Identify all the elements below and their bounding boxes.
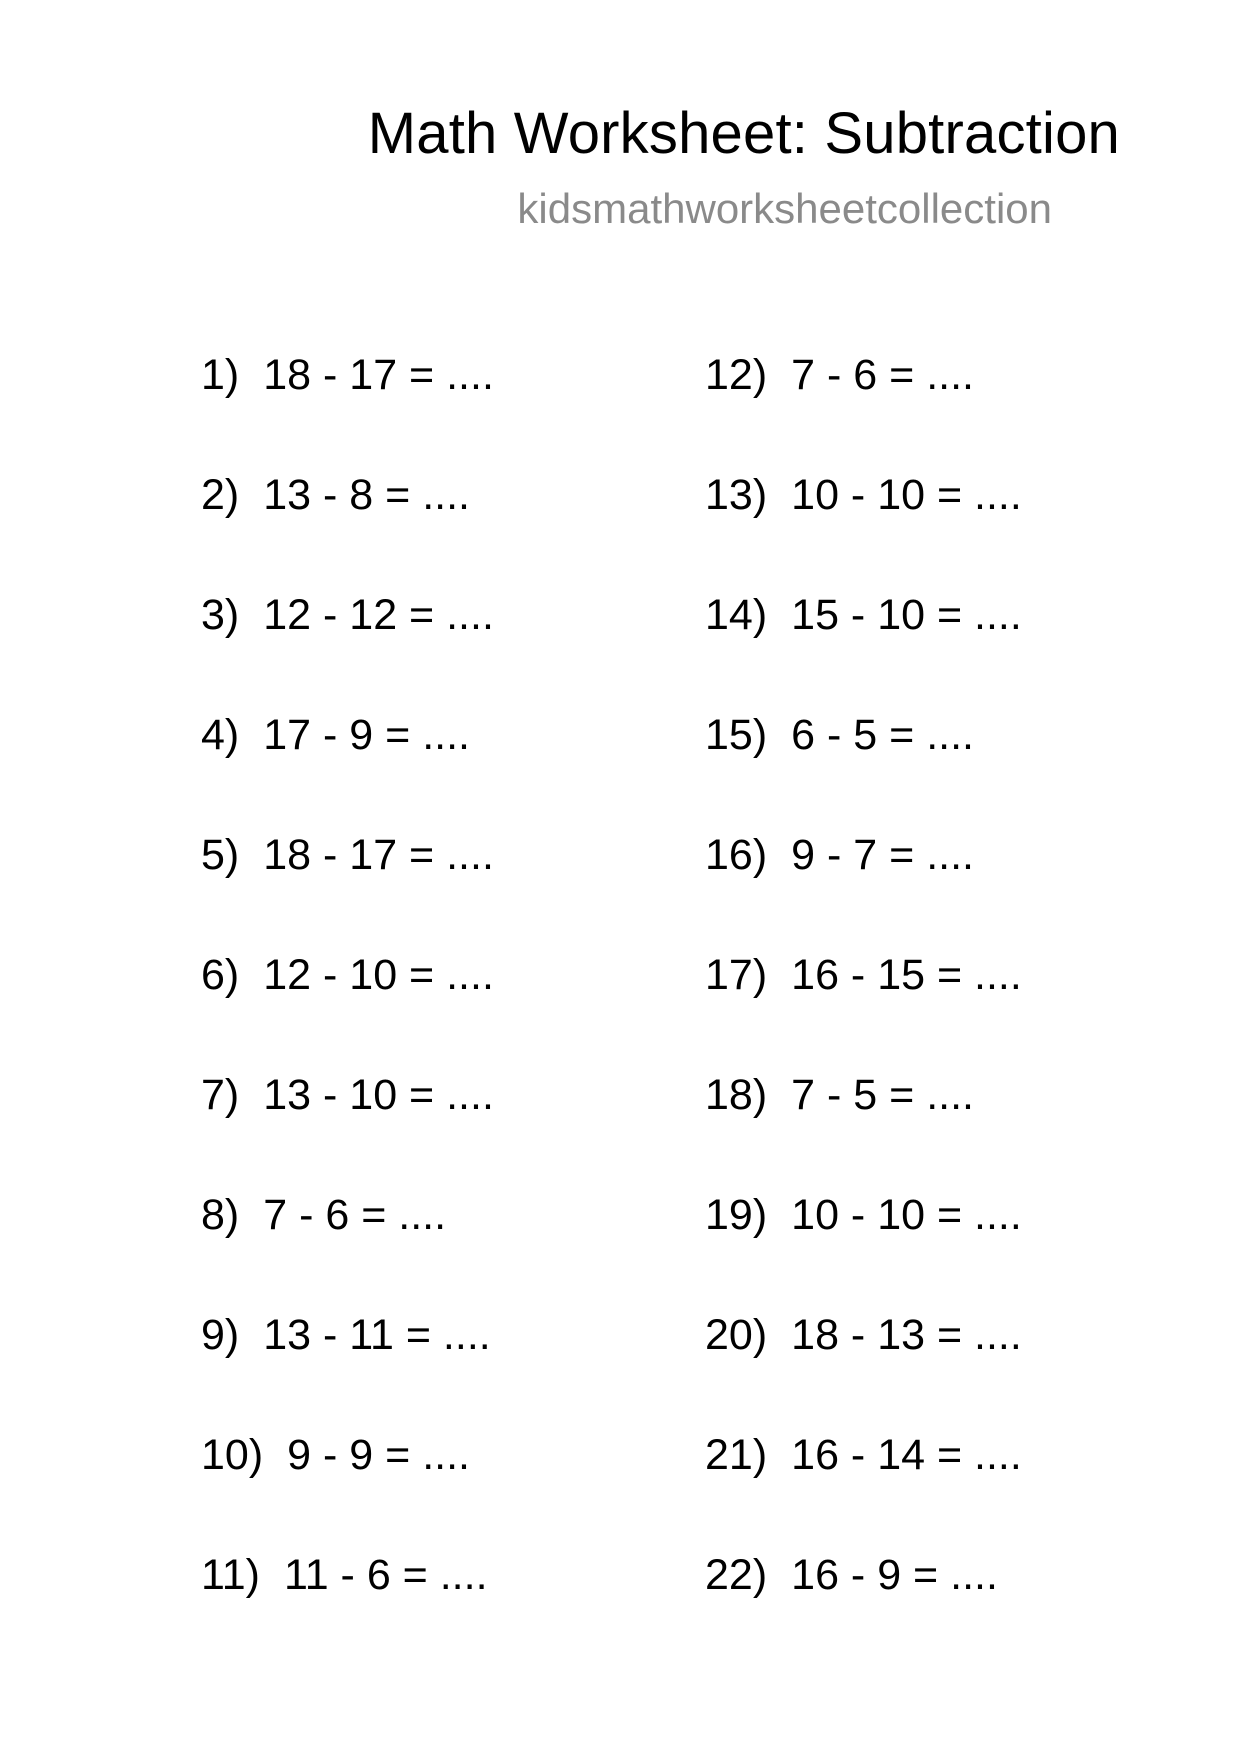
problem-item [201,469,470,521]
problem-item [705,1069,974,1121]
problem-item [201,1189,446,1241]
problem-item [705,709,974,761]
problem-expression: 7 - 6 = .... [791,351,974,399]
problem-item [201,1069,494,1121]
problem-item [201,349,494,401]
problem-expression: 13 - 8 = .... [263,471,470,519]
problem-number: 8) [201,1191,240,1239]
problem-number: 10) [201,1431,264,1479]
problem-item [201,829,494,881]
problem-expression: 10 - 10 = .... [791,1191,1022,1239]
problem-number: 7) [201,1071,240,1119]
problem-item [705,949,1022,1001]
problem-item [705,349,974,401]
problem-item [705,1429,1022,1481]
problem-expression: 9 - 7 = .... [791,831,974,879]
problem-number: 15) [705,711,768,759]
problem-number: 3) [201,591,240,639]
problem-expression: 16 - 9 = .... [791,1551,998,1599]
problem-number: 18) [705,1071,768,1119]
problem-number: 2) [201,471,240,519]
problem-number: 11) [201,1551,260,1599]
problem-expression: 16 - 14 = .... [791,1431,1022,1479]
problem-number: 4) [201,711,240,759]
worksheet-title: Math Worksheet: Subtraction [367,101,1120,166]
problem-expression: 15 - 10 = .... [791,591,1022,639]
problem-number: 19) [705,1191,768,1239]
problem-expression: 18 - 17 = .... [263,831,494,879]
problem-expression: 18 - 17 = .... [263,351,494,399]
problem-expression: 13 - 11 = .... [263,1311,491,1359]
problem-number: 13) [705,471,768,519]
problem-expression: 12 - 10 = .... [263,951,494,999]
problem-number: 22) [705,1551,768,1599]
problem-expression: 12 - 12 = .... [263,591,494,639]
problem-item [705,1309,1022,1361]
problem-item [705,469,1022,521]
problem-expression: 7 - 5 = .... [791,1071,974,1119]
problem-expression: 9 - 9 = .... [287,1431,470,1479]
problem-expression: 11 - 6 = .... [283,1551,488,1599]
problem-item [705,589,1022,641]
problem-item [201,589,494,641]
problem-number: 21) [705,1431,768,1479]
problem-expression: 13 - 10 = .... [263,1071,494,1119]
problem-item [201,1429,470,1481]
problem-number: 14) [705,591,768,639]
problem-item [201,709,470,761]
problem-expression: 7 - 6 = .... [263,1191,447,1239]
problem-item [705,1549,998,1601]
problem-item [705,829,974,881]
problem-number: 9) [201,1311,240,1359]
problem-expression: 18 - 13 = .... [791,1311,1022,1359]
problem-number: 12) [705,351,768,399]
problem-number: 5) [201,831,240,879]
problem-item [201,1549,488,1601]
problem-expression: 16 - 15 = .... [791,951,1022,999]
problem-expression: 6 - 5 = .... [791,711,974,759]
worksheet-subtitle: kidsmathworksheetcollection [517,185,1052,232]
problem-number: 17) [705,951,768,999]
problem-item [201,949,494,1001]
problem-expression: 10 - 10 = .... [791,471,1022,519]
problem-expression: 17 - 9 = .... [263,711,470,759]
problem-number: 1) [201,351,240,399]
problem-item [705,1189,1022,1241]
problem-item [201,1309,491,1361]
problem-number: 16) [705,831,768,879]
problem-number: 20) [705,1311,768,1359]
problem-number: 6) [201,951,240,999]
